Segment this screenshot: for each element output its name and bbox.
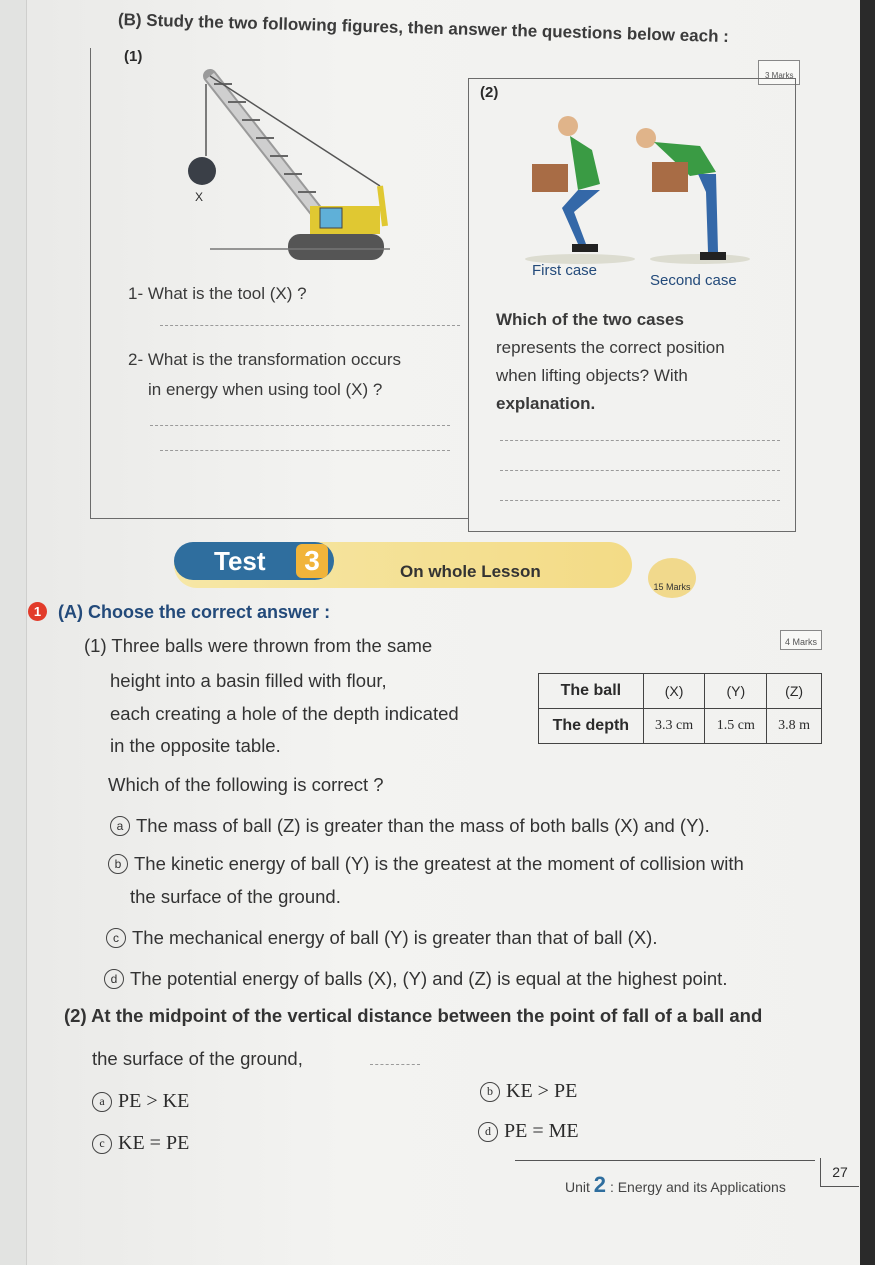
answer-line	[160, 325, 460, 326]
crane-illustration	[170, 66, 400, 276]
answer-line	[500, 470, 780, 471]
footer-rule	[515, 1160, 815, 1161]
q1-line4: in the opposite table.	[110, 735, 281, 756]
table-cell: (Y)	[705, 674, 767, 709]
answer-line	[150, 425, 450, 426]
table-row	[539, 674, 822, 709]
option-text: PE > KE	[118, 1090, 190, 1112]
option-text: PE = ME	[504, 1120, 579, 1142]
answer-blank	[370, 1064, 420, 1065]
footer-unit-number: 2	[593, 1172, 607, 1197]
table-row	[539, 709, 822, 744]
lifting-cases-illustration	[520, 112, 760, 272]
table-cell: 3.8 m	[767, 709, 822, 744]
table-cell: 1.5 cm	[705, 709, 767, 744]
option-c[interactable]	[106, 927, 657, 949]
option-letter: c	[106, 928, 126, 948]
option-letter: b	[108, 854, 128, 874]
test-title: Test	[174, 542, 334, 580]
option-text: The mass of ball (Z) is greater than the mass of both balls (X) and (Y).	[136, 815, 710, 836]
option-letter: b	[480, 1082, 500, 1102]
table-cell: 3.3 cm	[643, 709, 705, 744]
figure1-label: (1)	[124, 48, 143, 65]
q1-line2: height into a basin filled with flour,	[110, 670, 387, 691]
option-letter: d	[104, 969, 124, 989]
section-b-title: (B) Study the two following figures, then answer the questions below each :	[117, 10, 730, 47]
option-2c[interactable]	[92, 1132, 189, 1155]
section-b-marks: 3 Marks	[758, 60, 800, 85]
option-a[interactable]	[110, 815, 710, 837]
second-case-label: Second case	[650, 272, 737, 289]
option-d[interactable]	[104, 968, 727, 990]
figure2-question-line3: when lifting objects? With	[496, 366, 688, 385]
table-cell: The depth	[539, 709, 644, 744]
figure1-question1: 1- What is the tool (X) ?	[128, 284, 307, 303]
option-text: KE > PE	[506, 1080, 578, 1102]
q2-line1: (2) At the midpoint of the vertical distance between the point of fall of a ball and	[64, 1005, 763, 1026]
page-number: 27	[820, 1158, 859, 1187]
option-text: The kinetic energy of ball (Y) is the greatest at the moment of collision with	[134, 853, 744, 874]
tool-x-label: X	[195, 190, 204, 204]
option-text: The potential energy of balls (X), (Y) and (Z) is equal at the highest point.	[130, 968, 728, 989]
footer-unit-word: Unit	[565, 1179, 590, 1195]
figure1-question2-line2: in energy when using tool (X) ?	[148, 380, 383, 399]
answer-line	[500, 500, 780, 501]
option-2d[interactable]	[478, 1120, 579, 1143]
first-case-label: First case	[532, 262, 598, 279]
q1-prompt: Which of the following is correct ?	[108, 774, 384, 795]
option-text: The mechanical energy of ball (Y) is greater than that of ball (X).	[132, 927, 658, 948]
q1-line1: (1) Three balls were thrown from the same	[84, 635, 433, 656]
figure1-question2-line1: 2- What is the transformation occurs	[128, 350, 402, 369]
left-page-edge	[0, 0, 27, 1265]
test-marks-badge: 15 Marks	[648, 558, 696, 598]
option-text: KE = PE	[118, 1132, 190, 1154]
ball-depth-table	[538, 673, 822, 744]
answer-line	[500, 440, 780, 441]
table-cell: (Z)	[767, 674, 822, 709]
figure2-label: (2)	[480, 84, 499, 101]
table-cell: (X)	[643, 674, 705, 709]
answer-line	[160, 450, 450, 451]
figure2-question-line1: Which of the two cases	[496, 310, 684, 329]
option-letter: d	[478, 1122, 498, 1142]
footer-unit	[565, 1172, 786, 1198]
section-a-title: (A) Choose the correct answer :	[58, 602, 331, 622]
table-cell: The ball	[539, 674, 644, 709]
q2-line2: the surface of the ground,	[92, 1048, 303, 1069]
figure2-question-line4: explanation.	[496, 394, 596, 413]
test-subtitle: On whole Lesson	[400, 562, 541, 581]
question-number-badge: 1	[28, 602, 47, 621]
option-letter: a	[110, 816, 130, 836]
footer-unit-title: : Energy and its Applications	[609, 1179, 786, 1195]
test-number: 3	[296, 544, 328, 578]
figure2-question-line2: represents the correct position	[496, 338, 725, 357]
option-2a[interactable]	[92, 1090, 189, 1113]
q1-line3: each creating a hole of the depth indicated	[110, 703, 459, 724]
option-2b[interactable]	[480, 1080, 577, 1103]
question-marks: 4 Marks	[780, 630, 822, 650]
option-b[interactable]	[108, 853, 744, 875]
option-letter: a	[92, 1092, 112, 1112]
option-b-continued: the surface of the ground.	[130, 886, 341, 907]
option-letter: c	[92, 1134, 112, 1154]
